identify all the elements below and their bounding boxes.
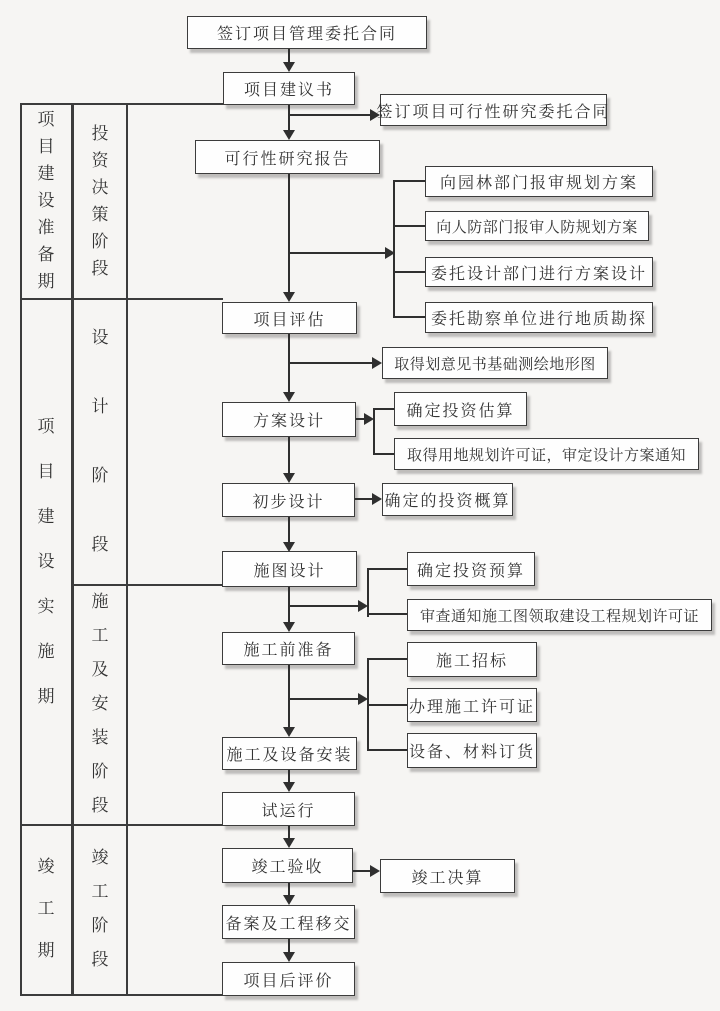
connector-branch-spine-a7-a8 (373, 408, 375, 455)
connector-stub-a3 (393, 225, 425, 227)
stage-table-right-border (126, 103, 128, 995)
flow-node-completion-acceptance: 竣工验收 (222, 848, 353, 883)
stage-phase-completion (74, 824, 126, 994)
stage-phase-label: 投资决策阶段 (91, 123, 109, 278)
arrow-down-icon (283, 727, 295, 737)
stage-period-implementation (21, 298, 71, 824)
flow-node-feasibility-study-report: 可行性研究报告 (195, 140, 380, 174)
stage-phase-label: 施工及安装阶段 (91, 592, 109, 815)
stage-period-label: 项目建设实施期 (37, 416, 55, 706)
connector-stub-a7 (373, 408, 394, 410)
arrow-down-icon (283, 895, 295, 905)
connector-n12-n13 (288, 939, 290, 953)
flow-node-sign-management-contract: 签订项目管理委托合同 (187, 16, 427, 49)
connector-stub-a4 (393, 271, 425, 273)
stage-phase-label: 竣工阶段 (91, 848, 109, 969)
connector-n5-n6 (288, 437, 290, 474)
annotation-construction-drawing-review-permit: 审查通知施工图领取建设工程规划许可证 (407, 599, 712, 631)
annotation-construction-permit: 办理施工许可证 (407, 688, 537, 722)
annotation-construction-bidding: 施工招标 (407, 642, 537, 677)
stage-phase-construction-installation (74, 584, 126, 824)
stage-period-completion (21, 824, 71, 994)
connector-branch-spine-a10-a11 (367, 568, 369, 617)
connector-n6-n7 (288, 517, 290, 543)
annotation-determine-investment-estimate: 确定投资估算 (394, 392, 527, 426)
flow-node-filing-and-handover: 备案及工程移交 (222, 905, 355, 939)
arrow-right-icon (370, 109, 380, 121)
annotation-entrust-design-dept: 委托设计部门进行方案设计 (425, 257, 653, 287)
connector-stub-a10 (367, 568, 407, 570)
connector-n8-branch (288, 698, 358, 700)
connector-n6-a9 (355, 498, 373, 500)
annotation-land-planning-permit: 取得用地规划许可证，审定设计方案通知 (394, 438, 699, 470)
annotation-obtain-opinion-topographic-map: 取得划意见书基础测绘地形图 (382, 347, 608, 379)
connector-n3-n4 (288, 174, 290, 293)
connector-stub-a8 (373, 453, 394, 455)
connector-n2-n3 (288, 105, 290, 131)
arrow-down-icon (283, 838, 295, 848)
arrow-down-icon (283, 392, 295, 402)
connector-stub-a14 (367, 749, 407, 751)
annotation-entrust-survey-unit: 委托勘察单位进行地质勘探 (425, 302, 653, 333)
connector-stub-a5 (393, 316, 425, 318)
flow-node-project-proposal: 项目建议书 (223, 72, 355, 105)
connector-n11-a15 (353, 870, 370, 872)
arrow-down-icon (283, 130, 295, 140)
connector-stub-a2 (393, 180, 425, 182)
connector-stub-a13 (367, 704, 407, 706)
arrow-down-icon (283, 782, 295, 792)
flow-node-post-project-evaluation: 项目后评价 (222, 962, 355, 996)
stage-table-bottom-border (20, 994, 223, 996)
annotation-determine-investment-budget: 确定投资预算 (407, 552, 535, 586)
connector-branch-spine-a2-a5 (393, 180, 395, 318)
annotation-equipment-material-ordering: 设备、材料订货 (407, 733, 537, 768)
connector-n7-branch (288, 605, 358, 607)
connector-n1-n2 (288, 49, 290, 63)
stage-period-label: 项目建设准备期 (37, 110, 55, 291)
annotation-civil-defense-plan-review: 向人防部门报审人防规划方案 (425, 211, 649, 241)
annotation-determined-investment-budget-estimate: 确定的投资概算 (382, 483, 513, 516)
arrow-down-icon (283, 952, 295, 962)
arrow-right-icon (370, 865, 380, 877)
flow-node-scheme-design: 方案设计 (222, 402, 356, 437)
arrow-down-icon (283, 473, 295, 483)
flow-node-preliminary-design: 初步设计 (222, 483, 355, 517)
flow-node-trial-run: 试运行 (222, 792, 355, 826)
connector-n4-a6 (288, 362, 373, 364)
annotation-completion-settlement: 竣工决算 (380, 859, 515, 893)
stage-phase-design (74, 298, 126, 584)
arrow-right-icon (372, 357, 382, 369)
flow-node-pre-construction-preparation: 施工前准备 (222, 632, 355, 665)
arrow-down-icon (283, 542, 295, 552)
connector-n2-a1 (288, 114, 370, 116)
stage-period-preparation (21, 103, 71, 298)
connector-stub-a11 (367, 613, 407, 615)
annotation-sign-feasibility-contract: 签订项目可行性研究委托合同 (380, 94, 607, 126)
connector-n3-branch (288, 252, 385, 254)
connector-stub-a12 (367, 658, 407, 660)
arrow-right-icon (372, 493, 382, 505)
flow-node-construction-equipment-installation: 施工及设备安装 (222, 737, 357, 770)
arrow-down-icon (283, 62, 295, 72)
stage-phase-label: 设计阶段 (91, 328, 109, 554)
flow-node-construction-drawing-design: 施图设计 (222, 551, 357, 587)
stage-period-label: 竣工期 (37, 857, 55, 960)
arrow-down-icon (283, 622, 295, 632)
stage-phase-investment-decision (74, 103, 126, 298)
connector-n8-n9 (288, 665, 290, 728)
annotation-garden-dept-plan-review: 向园林部门报审规划方案 (425, 166, 653, 197)
arrow-down-icon (283, 292, 295, 302)
flow-node-project-evaluation: 项目评估 (222, 302, 357, 334)
